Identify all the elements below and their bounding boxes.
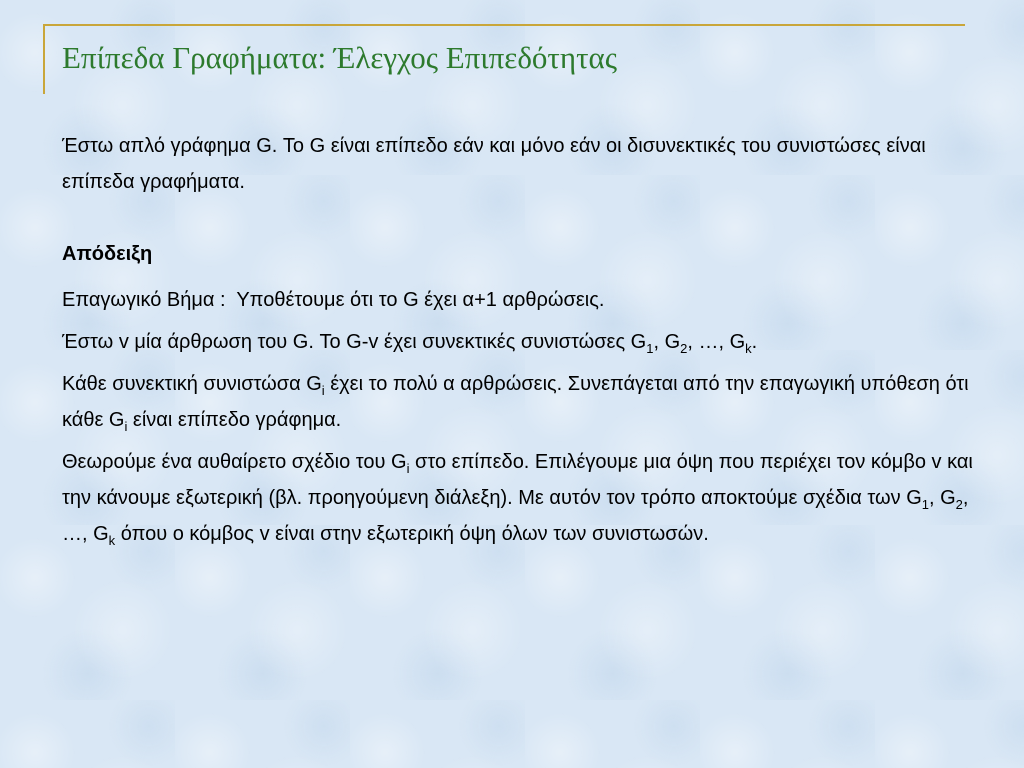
subscript-i: i xyxy=(321,383,325,398)
inductive-step-text: Υποθέτουμε ότι το G έχει α+1 αρθρώσεις. xyxy=(236,289,605,311)
intro-paragraph: Έστω απλό γράφημα G. Το G είναι επίπεδο εάν και μόνο εάν οι δισυνεκτικές του συνιστώσες είναι επίπεδα γραφήματα. xyxy=(62,135,926,193)
slide-body xyxy=(62,128,982,552)
subscript-1: 1 xyxy=(646,341,654,356)
component-paragraph xyxy=(62,366,982,438)
drawing-paragraph xyxy=(62,444,982,552)
articulation-text-start: Έστω v μία άρθρωση του G. Το G-v έχει συνεκτικές συνιστώσες G xyxy=(62,331,647,353)
title-frame-top-line xyxy=(43,24,965,26)
component-text-start: Κάθε συνεκτική συνιστώσα G xyxy=(62,373,322,395)
drawing-text-sep-1: , G xyxy=(929,487,956,509)
subscript-2: 2 xyxy=(955,497,963,512)
articulation-text-end: . xyxy=(751,331,758,353)
subscript-2: 2 xyxy=(680,341,688,356)
articulation-text-sep-2: , …, G xyxy=(687,331,746,353)
drawing-text-end: όπου ο κόμβος v είναι στην εξωτερική όψη όλων των συνιστωσών. xyxy=(115,523,709,545)
component-text-end: είναι επίπεδο γράφημα. xyxy=(127,409,342,431)
subscript-k: k xyxy=(745,341,752,356)
drawing-text-start: Θεωρούμε ένα αυθαίρετο σχέδιο του G xyxy=(62,451,407,473)
subscript-k: k xyxy=(108,533,116,548)
subscript-1: 1 xyxy=(921,497,929,512)
proof-heading: Απόδειξη xyxy=(62,243,153,265)
subscript-i-second: i xyxy=(124,419,128,434)
drawing-text-sep-2: , …, G xyxy=(62,487,969,545)
component-text-middle: έχει το πολύ α αρθρώσεις. Συνεπάγεται από την επαγωγική υπόθεση ότι κάθε G xyxy=(62,373,969,431)
subscript-i: i xyxy=(406,461,410,476)
inductive-step-label: Επαγωγικό Βήμα : xyxy=(62,289,226,311)
articulation-paragraph xyxy=(62,324,982,360)
articulation-text-sep-1: , G xyxy=(653,331,681,353)
slide-title: Επίπεδα Γραφήματα: Έλεγχος Επιπεδότητας xyxy=(62,40,618,75)
drawing-text-middle: στο επίπεδο. Επιλέγουμε μια όψη που περιέχει τον κόμβο v και την κάνουμε εξωτερική (βλ. προηγούμενη διάλεξη). Με αυτόν τον τρόπο αποκτούμε σχέδια των G xyxy=(62,451,973,509)
title-frame-left-line xyxy=(43,24,45,94)
inductive-step-paragraph xyxy=(62,282,982,318)
